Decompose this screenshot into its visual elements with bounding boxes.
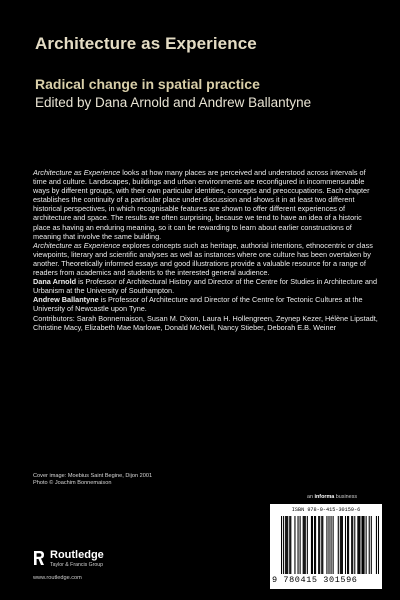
informa-brand: informa bbox=[314, 494, 335, 500]
publisher-group: Taylor & Francis Group bbox=[50, 562, 104, 568]
barcode-bar bbox=[285, 516, 286, 574]
book-editors: Edited by Dana Arnold and Andrew Ballantyne bbox=[35, 95, 312, 110]
barcode-bar bbox=[359, 516, 360, 574]
barcode-bar bbox=[351, 516, 352, 574]
isbn-barcode bbox=[270, 504, 382, 589]
barcode-bar bbox=[333, 516, 334, 574]
barcode-bar bbox=[354, 516, 355, 574]
barcode-bar bbox=[298, 516, 299, 574]
barcode-bar bbox=[287, 516, 288, 574]
photo-credit: Photo © Joachim Bonnemaison bbox=[33, 480, 112, 486]
image-credits bbox=[33, 473, 152, 487]
barcode-bar bbox=[314, 516, 315, 574]
blurb-text: looks at how many places are perceived and understood across intervals of time and culture. Landscapes, buildings and urban environments are reconfigured in incommensurable ways by different groups, with their own particular identities, concepts and preoccupations. Each chapter establishes the continuity of a particular place under discussion and shows it in at least two different historical perspectives, in which recognisable features are shown to offer different experiences of architecture and space. The results are often surprising, because we tend to have an idea of a historic place as having an enduring meaning, so it can be rewarding to learn about earlier constructions of meaning that involve the same building. bbox=[33, 168, 370, 241]
barcode-bar bbox=[364, 516, 365, 574]
barcode-bar bbox=[369, 516, 370, 574]
publisher-name: Routledge bbox=[50, 549, 104, 561]
editor-bio-arnold bbox=[33, 277, 381, 295]
barcode-bar bbox=[361, 516, 362, 574]
contributors-list: Contributors: Sarah Bonnemaison, Susan M. Dixon, Laura H. Hollengreen, Zeynep Kezer, Hélène Lipstadt, Christine Macy, Elizabeth Mae Marlowe, Donald McNeill, Nancy Stieber, Deborah E.B. Weiner bbox=[33, 313, 378, 332]
barcode-bar bbox=[348, 516, 349, 574]
barcode-bar bbox=[286, 516, 287, 574]
barcode-bar bbox=[340, 516, 341, 574]
blurb-paragraph-concepts bbox=[33, 241, 381, 277]
barcode-bar bbox=[300, 516, 301, 574]
informa-prefix: an bbox=[307, 494, 315, 500]
barcode-bar bbox=[331, 516, 332, 574]
editor-bio-text: is Professor of Architectural History and Director of the Centre for Studies in Architecture and Urbanism at the University of Southampton. bbox=[33, 277, 378, 296]
barcode-bar bbox=[315, 516, 316, 574]
barcode-bar bbox=[326, 516, 327, 574]
barcode-bar bbox=[352, 516, 353, 574]
barcode-bar bbox=[347, 516, 348, 574]
barcode-bar bbox=[283, 516, 284, 574]
barcode-bar bbox=[362, 516, 363, 574]
barcode-bar bbox=[311, 516, 312, 574]
cover-image-credit: Cover image: Moebius Saint Begine, Dijon 2001 bbox=[33, 473, 153, 479]
barcode-bar bbox=[358, 516, 359, 574]
barcode-bars bbox=[281, 516, 379, 574]
barcode-digits: 9 780415 301596 bbox=[272, 575, 358, 585]
barcode-bar bbox=[294, 516, 295, 574]
back-cover-blurb bbox=[33, 168, 381, 332]
barcode-bar bbox=[376, 516, 377, 574]
publisher-url: www.routledge.com bbox=[33, 575, 82, 581]
informa-business-tag bbox=[307, 494, 357, 500]
barcode-bar bbox=[303, 516, 304, 574]
barcode-bar bbox=[290, 516, 291, 574]
barcode-bar bbox=[366, 516, 367, 574]
blurb-text: explores concepts such as heritage, authorial intentions, ethnocentric or class viewpoints, literary and scientific analyses as well as instances where one culture has been overtaken by another. Theoretically informed essays and good illustrations provide a valuable resource for a range of readers from academics and students to the interested general audience. bbox=[33, 240, 373, 278]
barcode-bar bbox=[345, 516, 346, 574]
blurb-paragraph-intro bbox=[33, 168, 381, 241]
blurb-title-italic: Architecture as Experience bbox=[33, 240, 121, 250]
barcode-bar bbox=[341, 516, 342, 574]
barcode-bar bbox=[305, 516, 306, 574]
editor-bio-ballantyne bbox=[33, 295, 381, 313]
barcode-bar bbox=[289, 516, 290, 574]
barcode-bar bbox=[322, 516, 323, 574]
barcode-bar bbox=[378, 516, 379, 574]
isbn-label: ISBN 978-0-415-30159-6 bbox=[291, 507, 361, 513]
barcode-bar bbox=[342, 516, 343, 574]
editor-bio-text: is Professor of Architecture and Director of the Centre for Tectonic Cultures at the University of Newcastle upon Tyne. bbox=[33, 295, 363, 314]
editor-name: Dana Arnold bbox=[33, 277, 77, 287]
editor-name: Andrew Ballantyne bbox=[33, 295, 99, 305]
barcode-bar bbox=[357, 516, 358, 574]
barcode-bar bbox=[338, 516, 339, 574]
barcode-bar bbox=[304, 516, 305, 574]
book-title: Architecture as Experience bbox=[35, 34, 257, 53]
barcode-bar bbox=[307, 516, 308, 574]
routledge-logo-icon bbox=[33, 550, 45, 566]
barcode-bar bbox=[328, 516, 329, 574]
informa-suffix: business bbox=[334, 494, 358, 500]
barcode-bar bbox=[321, 516, 322, 574]
barcode-bar bbox=[371, 516, 372, 574]
barcode-bar bbox=[319, 516, 320, 574]
book-subtitle: Radical change in spatial practice bbox=[35, 76, 260, 92]
barcode-bar bbox=[312, 516, 313, 574]
blurb-title-italic: Architecture as Experience bbox=[33, 168, 121, 177]
barcode-bar bbox=[318, 516, 319, 574]
barcode-bar bbox=[281, 516, 282, 574]
